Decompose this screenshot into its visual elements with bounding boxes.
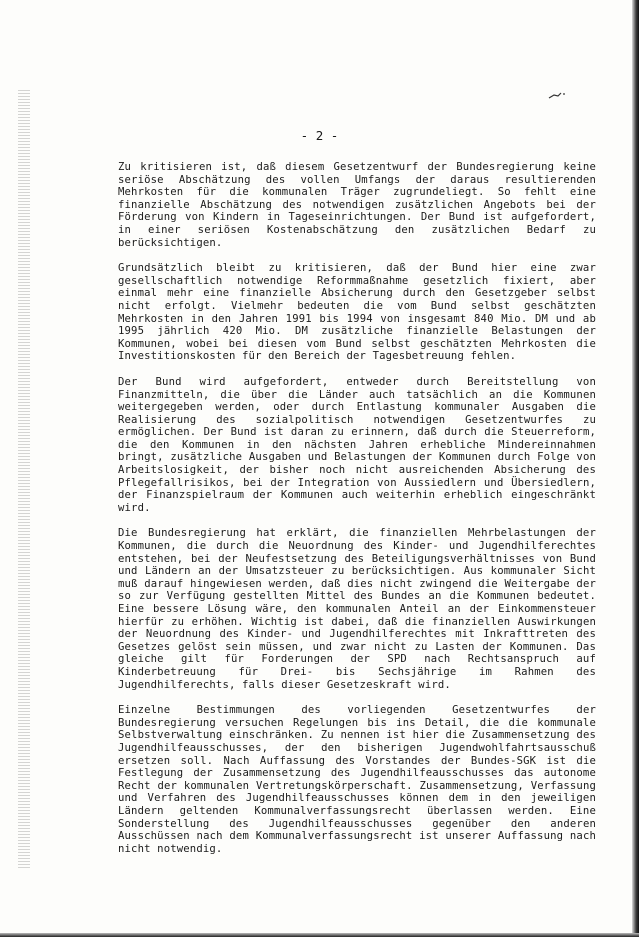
paragraph: Grundsätzlich bleibt zu kritisieren, daß der Bund hier eine zwar gesellschaftlich notwendige Reformmaßnahme gesetzlich fixiert, aber einmal mehr eine finanzielle Absicherung durch den Gesetzgeber selbst nicht erfolgt. Vielmehr bedeuten die vom Bund selbst geschätzten Mehrkosten in den Jahren 1991 bis 1994 von insgesamt 840 Mio. DM und ab 1995 jährlich 420 Mio. DM zusätzliche finanzielle Belastungen der Kommunen, wobei bei diesen vom Bund selbst geschätzten Mehrkosten die Investitionskosten für den Bereich der Tagesbetreuung fehlen. [118, 262, 596, 363]
scan-speck-mark [548, 92, 566, 100]
scan-bottom-edge [0, 933, 639, 937]
paragraph: Der Bund wird aufgefordert, entweder durch Bereitstellung von Finanzmitteln, die über die Länder auch tatsächlich an die Kommunen weitergegeben werden, oder durch Entlastung kommunaler Ausgaben die Realisierung des sozialpolitisch notwendigen Gesetzentwurfes zu ermöglichen. Der Bund ist daran zu erinnern, daß durch die Steuerreform, die den Kommunen in den nächsten Jahren erhebliche Mindereinnahmen bringt, zusätzliche Ausgaben und Belastungen der Kommunen durch Folge von Arbeitslosigkeit, der bisher noch nicht ausreichenden Absicherung des Pflegefallrisikos, bei der Integration von Aussiedlern und Übersiedlern, der Finanzspielraum der Kommunen auch weiterhin erheblich eingeschränkt wird. [118, 375, 596, 514]
paragraph: Die Bundesregierung hat erklärt, die finanziellen Mehrbelastungen der Kommunen, die durch die Neuordnung des Kinder- und Jugendhilferechtes entstehen, bei der Neufestsetzung des Beteiligungsverhältnisses von Bund und Ländern an der Umsatzsteuer zu berücksichtigen. Aus kommunaler Sicht muß darauf hingewiesen werden, daß dies nicht zwingend die Weitergabe der so zur Verfügung gestellten Mittel des Bundes an die Kommunen bedeutet. Eine bessere Lösung wäre, den kommunalen Anteil an der Einkommensteuer hierfür zu erhöhen. Wichtig ist dabei, daß die finanziellen Auswirkungen der Neuordnung des Kinder- und Jugendhilferechtes mit Inkrafttreten des Gesetzes gelöst sein müssen, und zwar nicht zu Lasten der Kommunen. Das gleiche gilt für Forderungen der SPD nach Rechtsanspruch auf Kinderbetreuung für Drei- bis Sechsjährige im Rahmen des Jugendhilferechts, falls dieser Gesetzeskraft wird. [118, 527, 596, 691]
scan-edge-noise [18, 90, 30, 870]
page-number: - 2 - [300, 128, 339, 143]
scan-right-edge [632, 0, 639, 937]
document-body [118, 161, 596, 868]
paragraph: Zu kritisieren ist, daß diesem Gesetzentwurf der Bundesregierung keine seriöse Abschätzung des vollen Umfangs der daraus resultierenden Mehrkosten für die kommunalen Träger zugrundeliegt. So fehlt eine finanzielle Abschätzung des notwendigen zusätzlichen Angebots bei der Förderung von Kindern in Tageseinrichtungen. Der Bund ist aufgefordert, in einer seriösen Kostenabschätzung den zusätzlichen Bedarf zu berücksichtigen. [118, 161, 596, 249]
paragraph: Einzelne Bestimmungen des vorliegenden Gesetzentwurfes der Bundesregierung versuchen Regelungen bis ins Detail, die die kommunale Selbstverwaltung einschränken. Zu nennen ist hier die Zusammensetzung des Jugendhilfeausschusses, der den bisherigen Jugendwohlfahrtsausschuß ersetzen soll. Nach Auffassung des Vorstandes der Bundes-SGK ist die Festlegung der Zusammensetzung des Jugendhilfeausschusses das autonome Recht der kommunalen Vertretungskörperschaft. Zusammensetzung, Verfassung und Verfahren des Jugendhilfeausschusses können dem in den jeweiligen Ländern geltenden Kommunalverfassungsrecht überlassen werden. Eine Sonderstellung des Jugendhilfeausschusses gegenüber den anderen Ausschüssen nach dem Kommunalverfassungsrecht ist unserer Auffassung nach nicht notwendig. [118, 704, 596, 855]
